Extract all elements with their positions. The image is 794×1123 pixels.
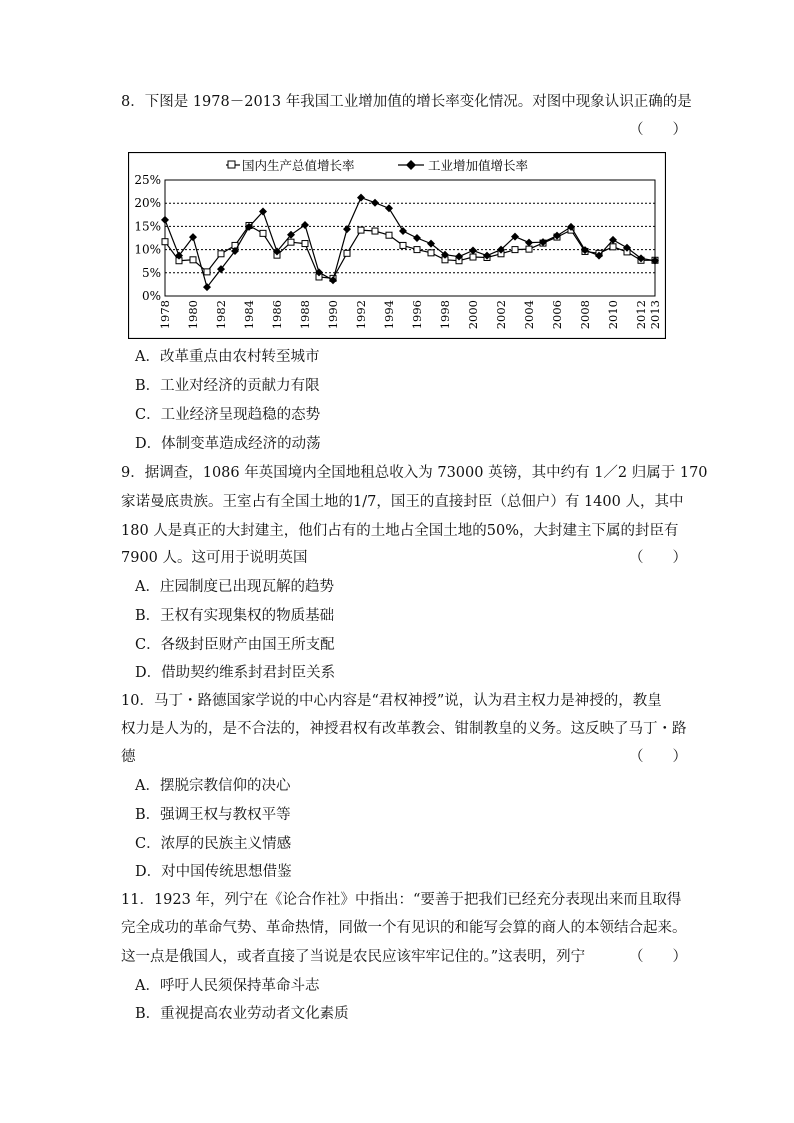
gdp-point: [372, 228, 378, 234]
x-tick-label: 1978: [158, 300, 172, 330]
y-tick-label: 5%: [141, 265, 161, 280]
x-tick-label: 1984: [242, 300, 256, 330]
y-tick-label: 15%: [134, 219, 161, 234]
gdp-point: [386, 232, 392, 238]
y-tick-label: 20%: [134, 196, 161, 211]
q8-answer-paren: （ ）: [629, 122, 687, 138]
q10-option-b[interactable]: B．强调王权与教权平等: [135, 807, 291, 823]
q10-answer-paren: （ ）: [629, 749, 687, 765]
x-tick-label: 1988: [298, 300, 312, 330]
q11-answer-paren: （ ）: [629, 949, 687, 965]
x-tick-label: 2004: [522, 300, 536, 330]
x-tick-label: 1990: [326, 300, 340, 330]
y-tick-label: 25%: [134, 173, 161, 187]
gdp-point: [204, 269, 210, 275]
gdp-point: [512, 247, 518, 253]
q10-line-1: 10．马丁・路德国家学说的中心内容是“君权神授”说，认为君主权力是神授的，教皇: [121, 693, 662, 709]
q9-option-b[interactable]: B．王权有实现集权的物质基础: [135, 608, 335, 624]
q9-answer-paren: （ ）: [629, 550, 687, 566]
x-tick-label: 2010: [606, 300, 620, 330]
q11-line-1: 11．1923 年，列宁在《论合作社》中指出：“要善于把我们已经充分表现出来而且取得: [121, 892, 682, 908]
q10-option-d[interactable]: D．对中国传统思想借鉴: [135, 864, 292, 880]
gdp-point: [344, 250, 350, 256]
q11-line-2: 完全成功的革命气势、革命热情，同做一个有见识的和能写会算的商人的本领结合起来。: [121, 920, 687, 936]
q8-option-a[interactable]: A．改革重点由农村转至城市: [135, 349, 320, 365]
q10-line-2: 权力是人为的，是不合法的，神授君权有改革教会、钳制教皇的义务。这反映了马丁・路: [121, 721, 687, 737]
legend-gdp-label: 国内生产总值增长率: [242, 158, 355, 173]
q10-option-a[interactable]: A．摆脱宗教信仰的决心: [135, 778, 291, 794]
q11-option-b[interactable]: B．重视提高农业劳动者文化素质: [135, 1006, 349, 1022]
q11-option-a[interactable]: A．呼吁人民须保持革命斗志: [135, 978, 320, 994]
gdp-point: [260, 230, 266, 236]
q9-line-4: 7900 人。这可用于说明英国: [121, 550, 308, 566]
x-tick-label: 1980: [186, 300, 200, 330]
gdp-point: [190, 257, 196, 263]
q10-option-c[interactable]: C．浓厚的民族主义情感: [135, 836, 292, 852]
gdp-point: [414, 247, 420, 253]
y-tick-label: 10%: [134, 242, 161, 257]
gdp-point: [428, 250, 434, 256]
x-tick-label: 2002: [494, 300, 508, 330]
q8-option-b[interactable]: B．工业对经济的贡献力有限: [135, 378, 320, 394]
x-tick-label: 2012: [634, 300, 648, 330]
q9-line-1: 9．据调查，1086 年英国境内全国地租总收入为 73000 英镑，其中约有 1／2 归属于 170: [121, 465, 708, 481]
q9-line-2: 家诺曼底贵族。王室占有全国土地的1/7，国王的直接封臣（总佃户）有 1400 人，其中: [121, 494, 684, 510]
gdp-point: [470, 254, 476, 260]
q9-option-d[interactable]: D．借助契约维系封君封臣关系: [135, 665, 336, 681]
gdp-point: [162, 239, 168, 245]
gdp-point: [302, 241, 308, 247]
q8-option-d[interactable]: D．体制变革造成经济的动荡: [135, 436, 321, 452]
x-tick-label: 1994: [382, 300, 396, 330]
gdp-point: [526, 246, 532, 252]
q9-option-c[interactable]: C．各级封臣财产由国王所支配: [135, 637, 335, 653]
q11-line-3: 这一点是俄国人，或者直接了当说是农民应该牢牢记住的。”这表明，列宁: [121, 949, 586, 965]
y-tick-label: 0%: [141, 289, 161, 303]
q8-option-c[interactable]: C．工业经济呈现趋稳的态势: [135, 407, 321, 423]
x-tick-label: 1998: [438, 300, 452, 330]
legend-industry-label: 工业增加值增长率: [428, 158, 529, 173]
x-tick-label: 1986: [270, 300, 284, 330]
x-tick-label: 2008: [578, 300, 592, 330]
x-tick-label: 2000: [466, 300, 480, 330]
x-tick-label: 1992: [354, 300, 368, 330]
x-tick-label: 1982: [214, 300, 228, 330]
q8-stem: 8．下图是 1978－2013 年我国工业增加值的增长率变化情况。对图中现象认识正确的是: [121, 94, 692, 110]
x-tick-label: 2013: [648, 300, 662, 330]
x-tick-label: 2006: [550, 300, 564, 330]
q10-line-3: 德: [121, 749, 136, 765]
gdp-point: [358, 227, 364, 233]
q9-line-3: 180 人是真正的大封建主，他们占有的土地占全国土地的50%，大封建主下属的封臣有: [121, 523, 679, 539]
gdp-point: [400, 242, 406, 248]
legend-square-marker: [228, 161, 235, 168]
x-tick-label: 1996: [410, 300, 424, 330]
gdp-point: [288, 239, 294, 245]
q8-growth-rate-chart: [128, 152, 666, 339]
gdp-point: [610, 244, 616, 250]
gdp-point: [218, 251, 224, 257]
q9-option-a[interactable]: A．庄园制度已出现瓦解的趋势: [135, 579, 334, 595]
